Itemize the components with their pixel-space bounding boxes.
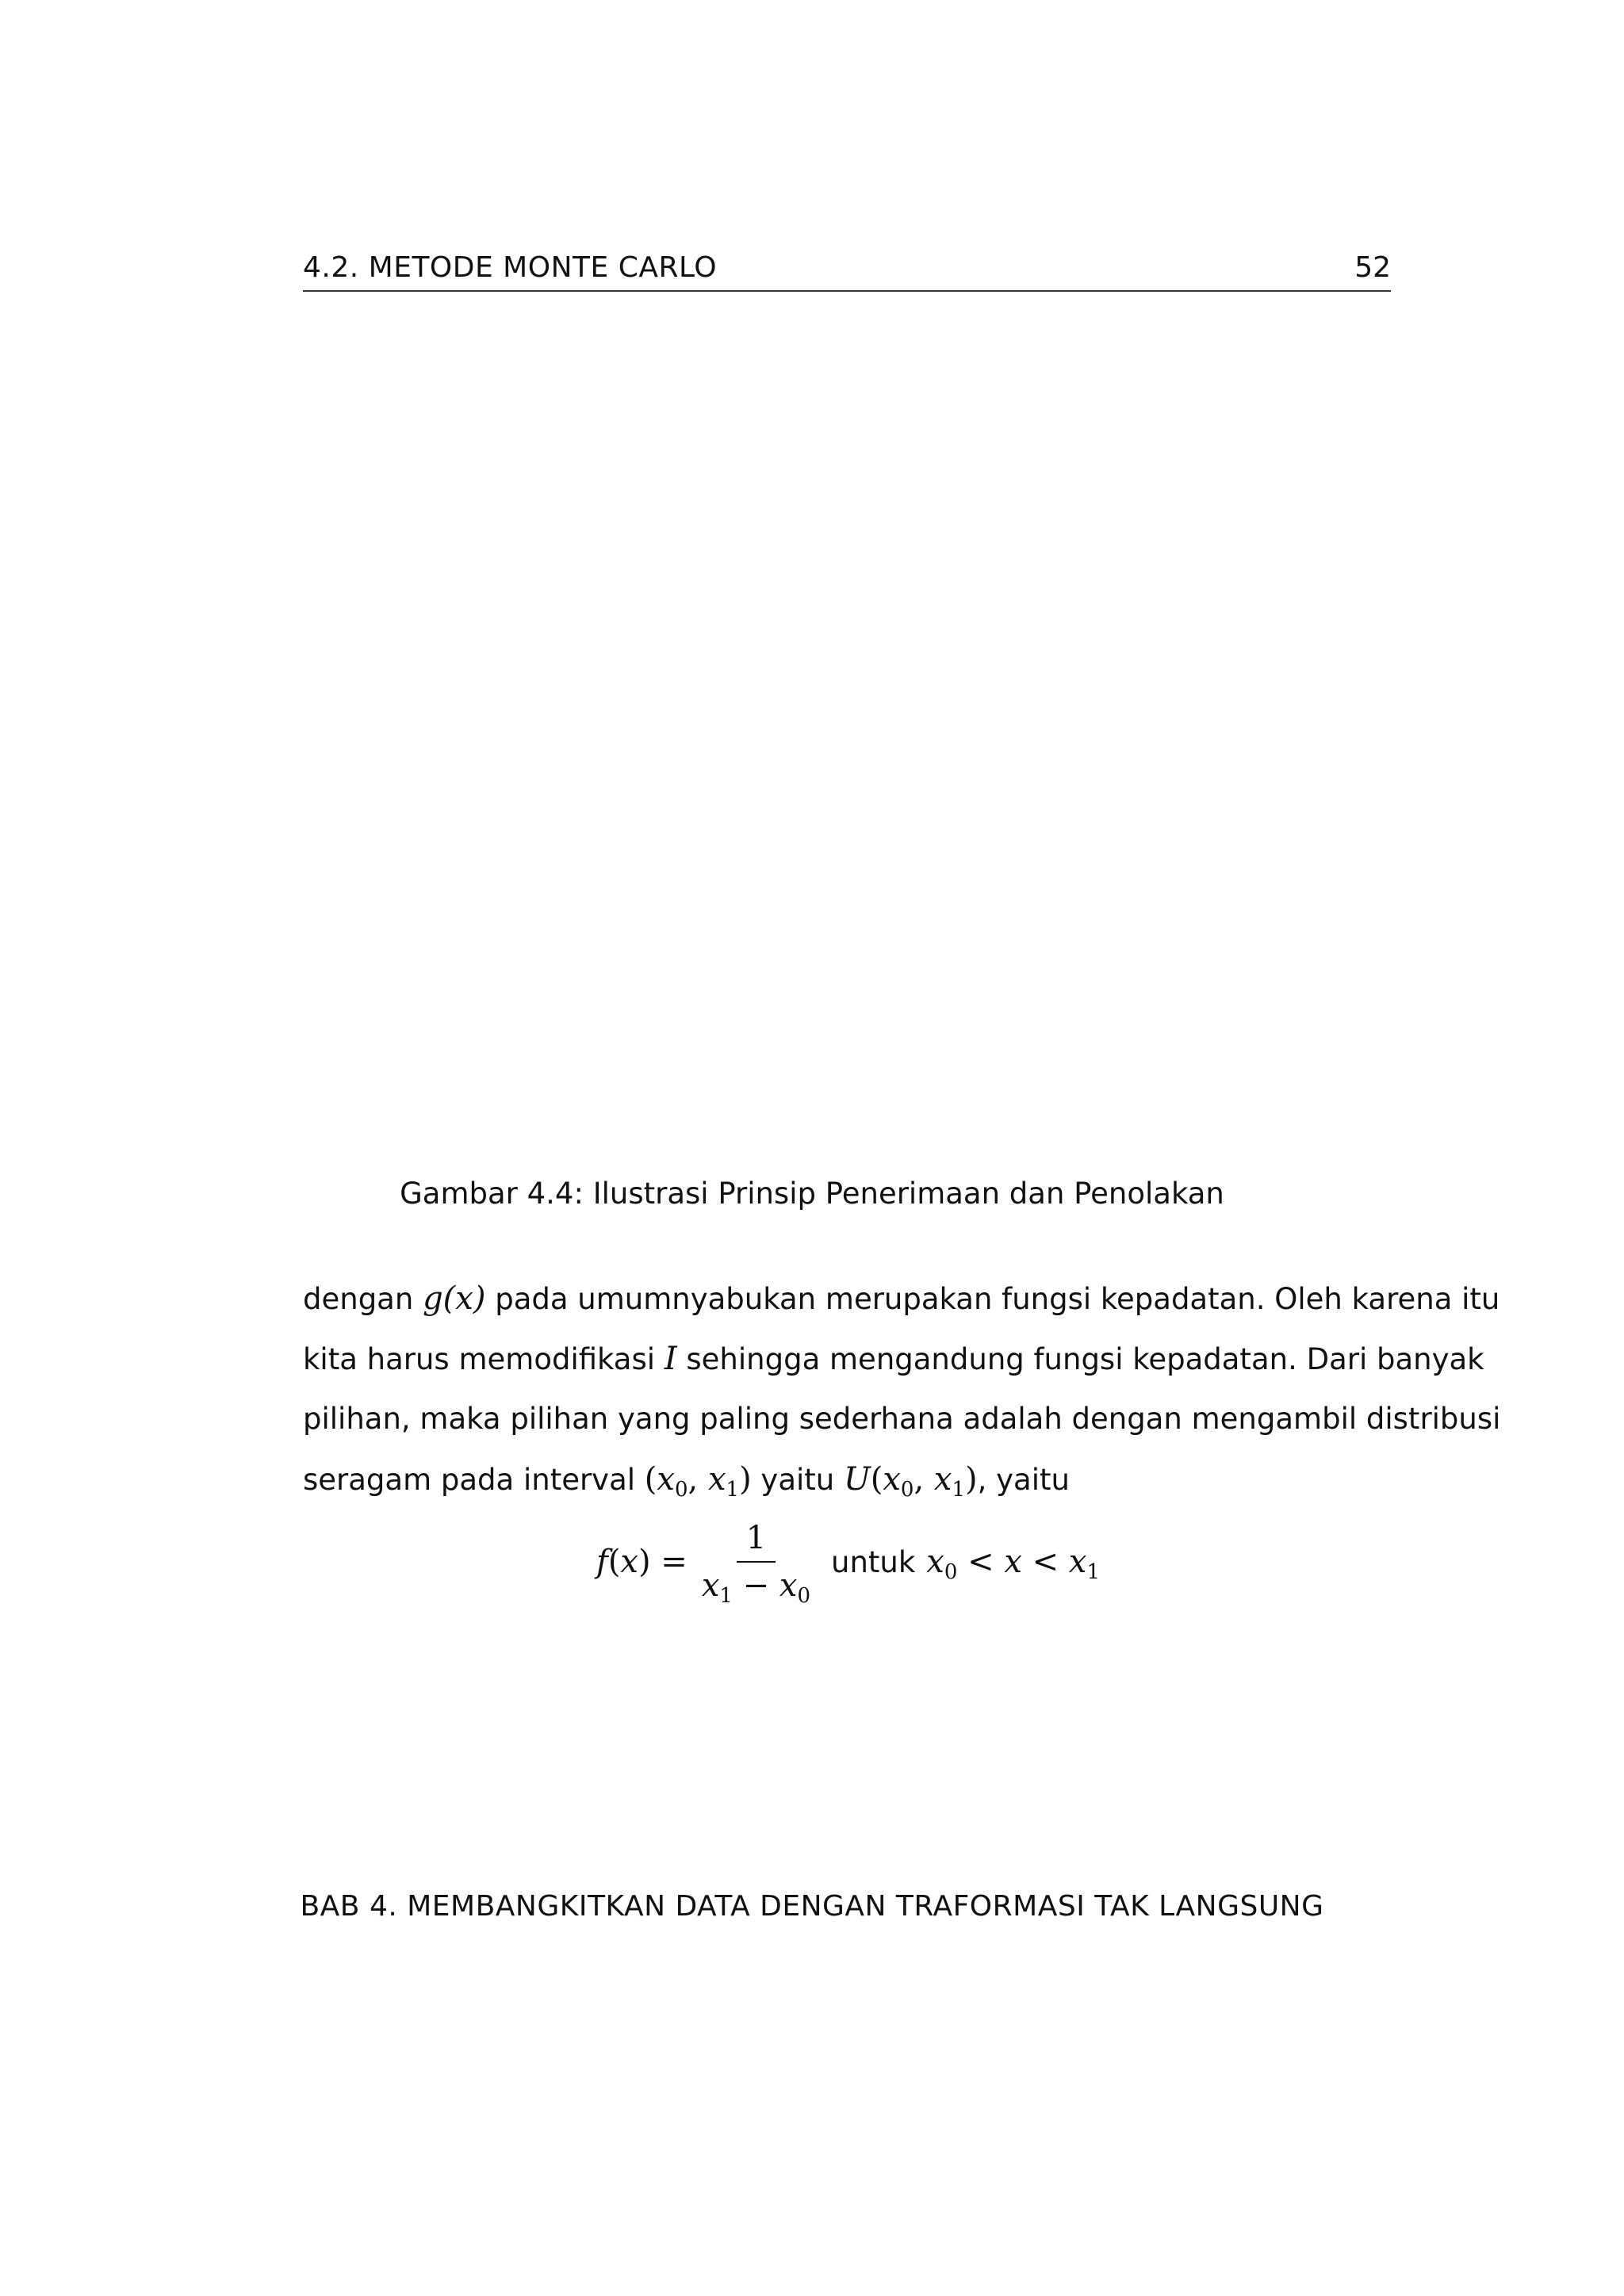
equation-fraction: [701, 1520, 810, 1608]
paragraph-line-4: [303, 1449, 1391, 1510]
fraction-numerator: 1: [737, 1520, 776, 1563]
math-g-of-x: g(x): [423, 1280, 486, 1317]
paragraph-line-2: [303, 1329, 1484, 1389]
equation-word: untuk: [831, 1544, 916, 1579]
running-header: [303, 251, 1391, 292]
text-run: seragam pada interval: [303, 1463, 645, 1497]
equation-body: [596, 1514, 1100, 1609]
running-footer: BAB 4. MEMBANGKITKAN DATA DENGAN TRAFORMASI TAK LANGSUNG: [300, 1890, 1324, 1923]
display-equation: [0, 1514, 1624, 1609]
math-uniform: $U(x_0$, $x_1$): [844, 1461, 978, 1502]
math-interval: ($x_0$, $x_1$): [644, 1461, 752, 1502]
paragraph-line-3: pilihan, maka pilihan yang paling sederhana adalah dengan mengambil distribusi: [303, 1402, 1501, 1436]
equation-lhs: f(x) =: [596, 1544, 688, 1580]
figure-caption: Gambar 4.4: Ilustrasi Prinsip Penerimaan dan Penolakan: [400, 1177, 1224, 1211]
header-section-title: 4.2. METODE MONTE CARLO: [303, 251, 718, 284]
paragraph-line-1: [303, 1269, 1500, 1329]
math-I: I: [664, 1341, 677, 1377]
text-run: kita harus memodifikasi: [303, 1342, 665, 1376]
text-run: sehingga mengandung fungsi kepadatan. Dari banyak: [676, 1342, 1484, 1376]
page-number: 52: [1354, 251, 1391, 284]
figure-placeholder: [303, 317, 1391, 1150]
equation-condition: $x_0 < x < x_1$: [926, 1544, 1100, 1584]
text-run: , yaitu: [977, 1463, 1070, 1497]
body-paragraph: [303, 1269, 1501, 1510]
fraction-denominator: $x_1 - x_0$: [701, 1567, 810, 1608]
text-run: dengan: [303, 1282, 423, 1316]
text-run: yaitu: [751, 1463, 845, 1497]
text-run: pada umumnyabukan merupakan fungsi kepadatan. Oleh karena itu: [485, 1282, 1500, 1316]
